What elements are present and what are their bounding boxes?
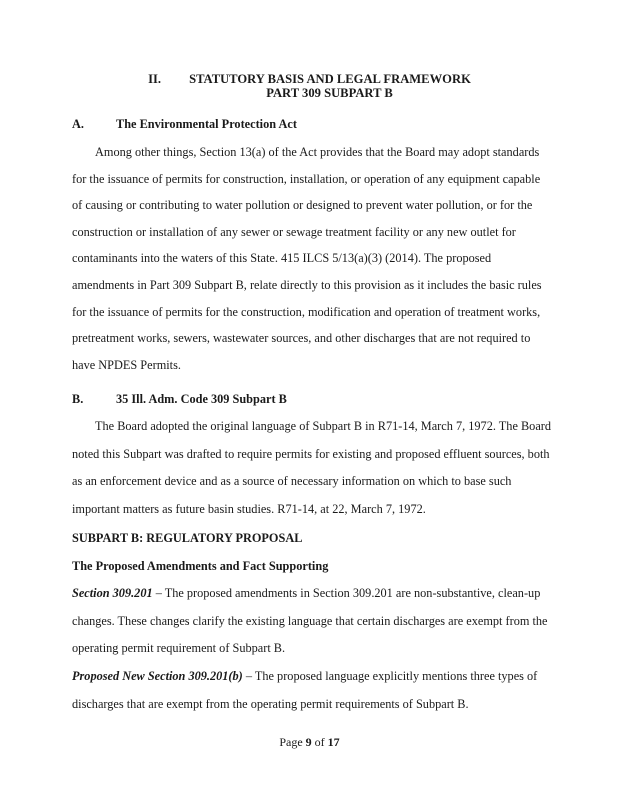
title-text: STATUTORY BASIS AND LEGAL FRAMEWORK xyxy=(189,72,471,86)
paragraph-line: noted this Subpart was drafted to require permits for existing and proposed effluent sources, both xyxy=(72,446,550,461)
section-lead: Section 309.201 xyxy=(72,586,153,600)
paragraph-line xyxy=(72,663,537,691)
paragraph-line: important matters as future basin studies. R71-14, at 22, March 7, 1972. xyxy=(72,501,426,516)
page-total: 17 xyxy=(327,735,340,749)
paragraph-line: for the issuance of permits for construction, installation, or operation of any equipment capable xyxy=(72,171,541,186)
paragraph-line: amendments in Part 309 Subpart B, relate directly to this provision as it includes the basic rules xyxy=(72,277,542,292)
paragraph-line: contaminants into the waters of this State. 415 ILCS 5/13(a)(3) (2014). The proposed xyxy=(72,251,492,266)
section-a-number: A. xyxy=(72,117,84,131)
section-lead: Proposed New Section 309.201(b) xyxy=(72,669,243,683)
page-label: Page xyxy=(279,735,306,749)
section-a-paragraph xyxy=(72,139,542,378)
line-text: – The proposed amendments in Section 309.201 are non-substantive, clean-up xyxy=(152,586,541,600)
paragraph-line: construction or installation of any sewer or sewage treatment facility or any new outlet for xyxy=(72,224,516,239)
paragraph-line: operating permit requirement of Subpart B. xyxy=(72,641,286,656)
section-a-title: The Environmental Protection Act xyxy=(116,117,297,131)
section-a-heading xyxy=(72,117,297,132)
paragraph-line: for the issuance of permits for the construction, modification and operation of treatment works, xyxy=(72,304,541,319)
section-b-heading xyxy=(72,392,287,407)
paragraph-line: have NPDES Permits. xyxy=(72,357,181,372)
paragraph-line: pretreatment works, sewers, wastewater sources, and other discharges that are not required to xyxy=(72,331,531,346)
page-number: 9 xyxy=(305,735,312,749)
title-roman-numeral: II. xyxy=(148,72,162,86)
paragraph-line: discharges that are exempt from the operating permit requirements of Subpart B. xyxy=(72,696,469,711)
page-footer xyxy=(0,735,619,750)
section-309-201-paragraph xyxy=(72,580,548,663)
of-label: of xyxy=(311,735,328,749)
amendments-heading: The Proposed Amendments and Fact Supporting xyxy=(72,559,329,573)
document-title-line2: PART 309 SUBPART B xyxy=(266,86,393,100)
section-b-paragraph xyxy=(72,413,551,523)
section-309-201b-paragraph xyxy=(72,663,537,718)
line-text: – The proposed language explicitly mentions three types of xyxy=(242,669,538,683)
paragraph-line: as an enforcement device and as a source of necessary information on which to base such xyxy=(72,474,512,489)
document-title-line1 xyxy=(0,72,619,87)
section-b-title: 35 Ill. Adm. Code 309 Subpart B xyxy=(116,392,287,406)
paragraph-line: changes. These changes clarify the existing language that certain discharges are exempt from the xyxy=(72,613,548,628)
paragraph-line: of causing or contributing to water pollution or designed to prevent water pollution, or for the xyxy=(72,198,533,213)
section-b-number: B. xyxy=(72,392,84,406)
paragraph-line: The Board adopted the original language of Subpart B in R71-14, March 7, 1972. The Board xyxy=(95,419,552,433)
paragraph-line: Among other things, Section 13(a) of the Act provides that the Board may adopt standards xyxy=(95,145,540,159)
paragraph-line xyxy=(72,580,548,608)
subpart-heading: SUBPART B: REGULATORY PROPOSAL xyxy=(72,531,303,545)
